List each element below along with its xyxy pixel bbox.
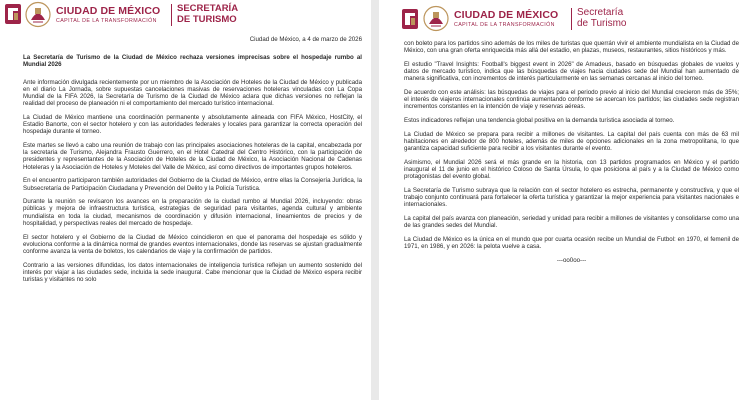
press-release-page-1 [0,0,371,400]
press-release-body-1 [23,36,362,290]
paragraph: La Ciudad de México se prepara para recibir a millones de visitantes. La capital del país cuenta con más de 63 mil habitaciones en alrededor de 800 hoteles, además de miles de opciones adicionales en la zona metropolitana, lo que garantiza capacidad suficiente para recibir a los visitantes durante el evento. [404,130,739,153]
secretaria-label [177,4,238,25]
cdmx-logo-icon [401,8,419,30]
header-divider [171,4,172,26]
city-name: CIUDAD DE MÉXICO [56,5,161,17]
city-crest-icon [25,1,51,28]
city-name: CIUDAD DE MÉXICO [454,9,559,21]
paragraph: La Ciudad de México es la única en el mundo que por cuarta ocasión recibe un Mundial de Futbol: en 1970, el femenil de 1971, en 1986, y en 2026: la pelota vuelve a casa. [404,236,739,251]
secretaria-line-1: Secretaría [577,7,624,18]
paragraph: Ante información divulgada recientemente por un miembro de la Asociación de Hoteles de la Ciudad de México y publicada en el diario La Jornada, sobre supuestas cancelaciones masivas de reservaciones hoteleras vinculadas con La Copa Mundial de la FIFA 2026, la Secretaría de Turismo de la Ciudad de México aclara que dichas versiones no reflejan la realidad del proceso de planeación ni el comportamiento del mercado turístico internacional. [23,78,362,108]
paragraph: Durante la reunión se revisaron los avances en la preparación de la ciudad rumbo al Mundial 2026, incluyendo: obras públicas y mejora de infraestructura turística, estrategias de seguridad para visitantes, agenda cultural y ambiente mundialista en toda la ciudad, mecanismos de coordinación y difusión internacional, lineamientos de precios y de hospitalidad, y perspectivas reales del mercado de hospedaje. [23,198,362,227]
paragraph: La Ciudad de México mantiene una coordinación permanente y absolutamente alineada con FIFA México, HostCity, el Estadio Banorte, con el sector hotelero y con las autoridades federales y locales para garantizar la correcta operación del hospedaje durante el torneo. [23,113,362,136]
paragraph: La capital del país avanza con planeación, seriedad y unidad para recibir a millones de visitantes y consolidarse como una de las grandes sedes del Mundial. [404,215,739,230]
secretaria-label [577,8,626,29]
paragraph: Asimismo, el Mundial 2026 será el más grande en la historia, con 13 partidos programados en México y el partido inaugural el 11 de junio en el histórico Coloso de Santa Úrsula, lo que posiciona al país y a la Ciudad de México como protagonistas del evento global. [404,158,739,181]
paragraph: El sector hotelero y el Gobierno de la Ciudad de México coincidieron en que el panorama del hospedaje es sólido y evoluciona conforme a la dinámica normal de grandes eventos internacionales, donde las reservas se ajustan gradualmente conforme avanza la venta de boletos, los calendarios de viaje y la confirmación de partidos. [23,233,362,255]
paragraph: La Secretaría de Turismo subraya que la relación con el sector hotelero es estrecha, permanente y constructiva, y que el trabajo conjunto continuará para fortalecer la oferta turística y garantizar la mejor experiencia para visitantes nacionales e internacionales. [404,187,739,209]
city-crest-icon [423,5,449,32]
release-headline: La Secretaría de Turismo de la Ciudad de México rechaza versiones imprecisas sobre el hospedaje rumbo al Mundial 2026 [23,54,362,69]
letterhead [379,0,750,34]
paragraph: Este martes se llevó a cabo una reunión de trabajo con las principales asociaciones hoteleras de la capital, encabezada por la secretaria de Turismo, Alejandra Frausto Guerrero, en el Hotel Catedral del Centro Histórico, con la participación de presidentes y representantes de la Asociación de Hoteles de la Ciudad de México, la Asociación Nacional de Cadenas Hoteleras y la Asociación de Hoteles y Moteles del Valle de México, así como directivos de importantes grupos hoteleros. [23,142,362,171]
cdmx-logo-icon [4,3,22,25]
paragraph: Contrario a las versiones difundidas, los datos internacionales de inteligencia turística reflejan un aumento sostenido del interés por viajar a las ciudades sede, incluida la sede inaugural. Cabe mencionar que la Ciudad de México espera recibir turistas y visitantes no solo [23,261,362,284]
header-divider [571,8,572,30]
city-tagline: CAPITAL DE LA TRANSFORMACIÓN [56,18,157,24]
press-release-page-2 [379,0,750,400]
paragraph: El estudio "Travel Insights: Football's biggest event in 2026" de Amadeus, basado en búsquedas globales de vuelos y datos de mercado turístico, indica que las búsquedas de viajes hacia ciudades sede del Mundial han aumentado de manera significativa, con incrementos de interés particularmente en las semanas cercanas al inicio del torneo. [404,60,739,83]
paragraph: Estos indicadores reflejan una tendencia global positiva en la demanda turística asociada al torneo. [404,117,675,125]
city-tagline: CAPITAL DE LA TRANSFORMACIÓN [454,22,555,28]
paragraph: En el encuentro participaron también autoridades del Gobierno de la Ciudad de México, entre ellas la Consejería Jurídica, la Subsecretaría de Participación Ciudadana y Prevención del Delito y la Policía Turística. [23,177,362,192]
letterhead [0,0,371,34]
closing-mark: ---oo0oo--- [556,256,587,264]
secretaria-line-2: DE TURISMO [177,13,237,25]
press-release-body-2 [404,40,739,271]
paragraph: De acuerdo con este análisis: las búsquedas de viajes para el periodo previo al inicio del Mundial crecieron más de 35%; el interés de viajeros internacionales continúa aumentando conforme se acercan los partidos; las ciudades sede registran incrementos constantes en la intención de viaje y reservas aéreas. [404,89,739,111]
secretaria-line-1: SECRETARÍA [177,3,239,14]
release-date: Ciudad de México, a 4 de marzo de 2026 [249,36,362,43]
secretaria-line-2: de Turismo [577,17,627,29]
paragraph: con boleto para los partidos sino además de los miles de turistas que querrán vivir el ambiente mundialista en la Ciudad de México, con una gran oferta enriquecida más allá del estadio, en plazas, museos, restaurantes, sitios históricos y más. [404,40,739,55]
